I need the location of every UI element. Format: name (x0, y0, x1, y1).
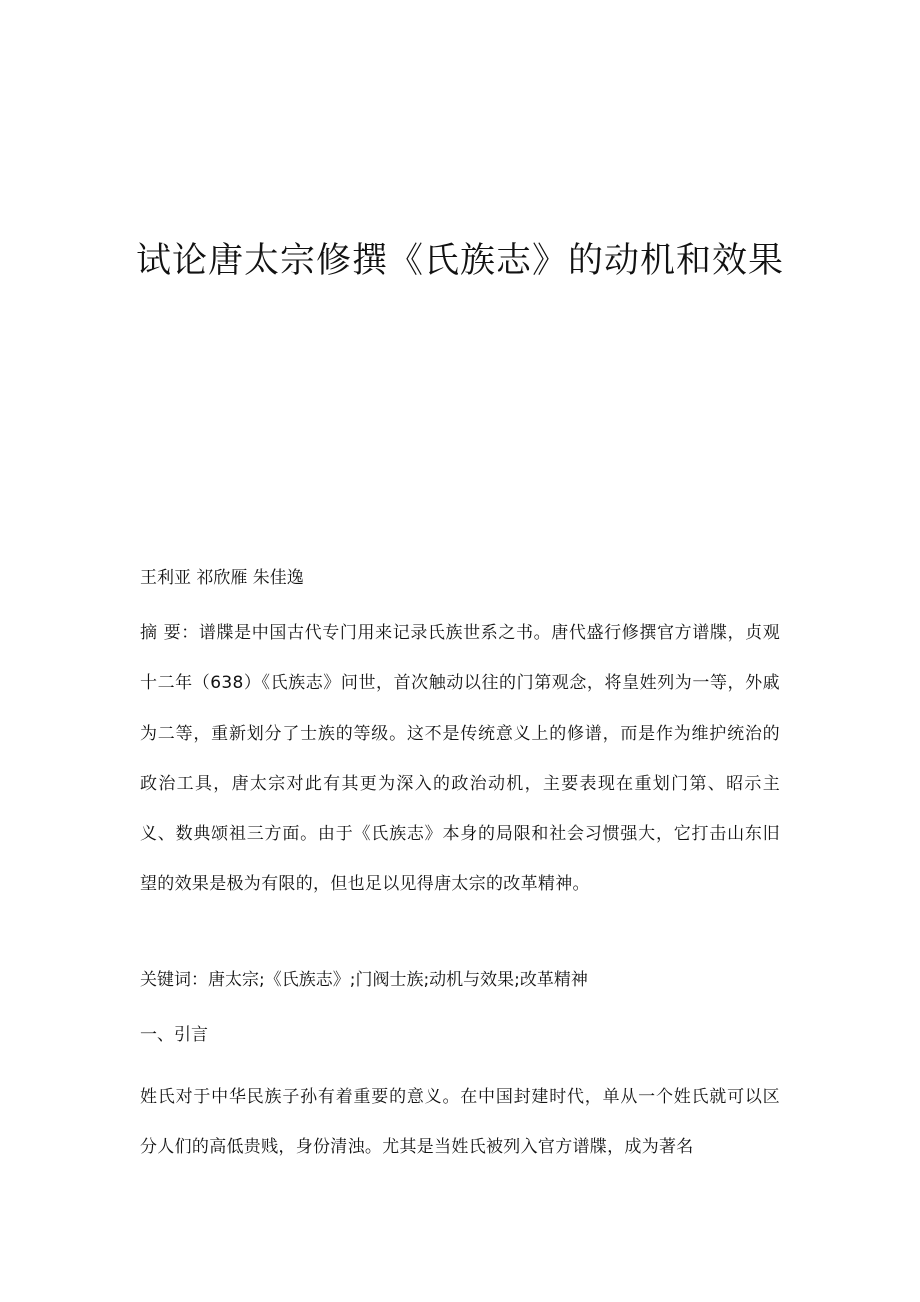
section-heading: 一、引言 (140, 1025, 208, 1045)
keywords-text: 唐太宗;《氏族志》;门阀士族;动机与效果;改革精神 (208, 970, 588, 990)
keywords-label: 关键词： (140, 970, 208, 990)
author-line: 王利亚 祁欣雁 朱佳逸 (140, 568, 304, 588)
abstract-text: 谱牒是中国古代专门用来记录氏族世系之书。唐代盛行修撰官方谱牒，贞观十二年（638）《氏族志》问世，首次触动以往的门第观念，将皇姓列为一等，外戚为二等，重新划分了士族的等级。这不是传统意义上的修谱，而是作为维护统治的政治工具，唐太宗对此有其更为深入的政治动机，主要表现在重划门第、昭示主义、数典颂祖三方面。由于《氏族志》本身的局限和社会习惯强大，它打击山东旧望的效果是极为有限的，但也足以见得唐太宗的改革精神。 (140, 623, 780, 895)
document-title: 试论唐太宗修撰《氏族志》的动机和效果 (135, 241, 784, 281)
keywords-line (140, 965, 780, 996)
abstract-label: 摘 要： (140, 623, 199, 643)
abstract-paragraph (140, 608, 780, 910)
body-paragraph: 姓氏对于中华民族子孙有着重要的意义。在中国封建时代，单从一个姓氏就可以区分人们的高低贵贱，身份清浊。尤其是当姓氏被列入官方谱牒，成为著名 (140, 1087, 780, 1158)
